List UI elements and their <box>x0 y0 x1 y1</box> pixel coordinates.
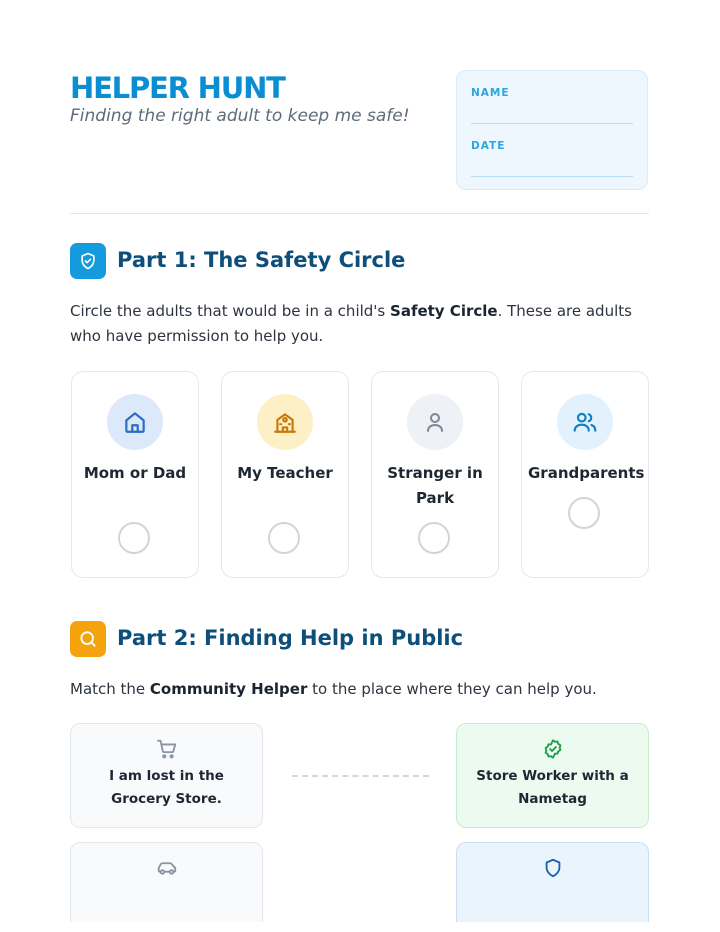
part1-title: Part 1: The Safety Circle <box>117 248 406 272</box>
shield-check-icon <box>70 243 106 279</box>
safety-card-mom-or-dad[interactable] <box>71 371 199 578</box>
worksheet-subtitle: Finding the right adult to keep me safe! <box>70 106 410 126</box>
match-text: I am lost in the Grocery Store. <box>109 768 224 807</box>
badge-check-icon <box>542 738 564 760</box>
cart-icon <box>156 738 178 760</box>
safety-card-my-teacher[interactable] <box>221 371 349 578</box>
users-icon <box>557 394 613 450</box>
person-icon <box>407 394 463 450</box>
car-icon <box>156 857 178 879</box>
card-label: My Teacher <box>237 464 333 482</box>
worksheet-title: HELPER HUNT <box>70 71 285 105</box>
match-text: Store Worker with a Nametag <box>476 768 629 807</box>
search-icon <box>70 621 106 657</box>
part1-instruction: Circle the adults that would be in a child's Safety Circle. These are adults who have permission to help you. <box>70 302 632 345</box>
shield-icon <box>542 857 564 879</box>
part2-instruction: Match the Community Helper to the place where they can help you. <box>70 680 597 698</box>
date-field[interactable] <box>471 176 633 177</box>
circle-answer[interactable] <box>268 522 300 554</box>
match-helper-store-worker[interactable] <box>456 723 649 828</box>
safety-card-grandparents[interactable] <box>521 371 649 578</box>
match-connector-line <box>292 775 429 777</box>
card-label: Stranger in Park <box>387 464 483 507</box>
circle-answer[interactable] <box>418 522 450 554</box>
circle-answer[interactable] <box>568 497 600 529</box>
part2-title: Part 2: Finding Help in Public <box>117 626 464 650</box>
name-label: NAME <box>471 87 510 99</box>
name-field[interactable] <box>471 123 633 124</box>
header-divider <box>70 213 649 214</box>
school-icon <box>257 394 313 450</box>
match-place-car[interactable] <box>70 842 263 922</box>
home-icon <box>107 394 163 450</box>
circle-answer[interactable] <box>118 522 150 554</box>
card-label: Mom or Dad <box>83 464 187 482</box>
match-place-grocery-store[interactable] <box>70 723 263 828</box>
name-date-box <box>456 70 648 190</box>
date-label: DATE <box>471 140 506 152</box>
safety-card-stranger-in-park[interactable] <box>371 371 499 578</box>
card-label: Grandparents <box>528 464 645 482</box>
match-helper-police[interactable] <box>456 842 649 922</box>
